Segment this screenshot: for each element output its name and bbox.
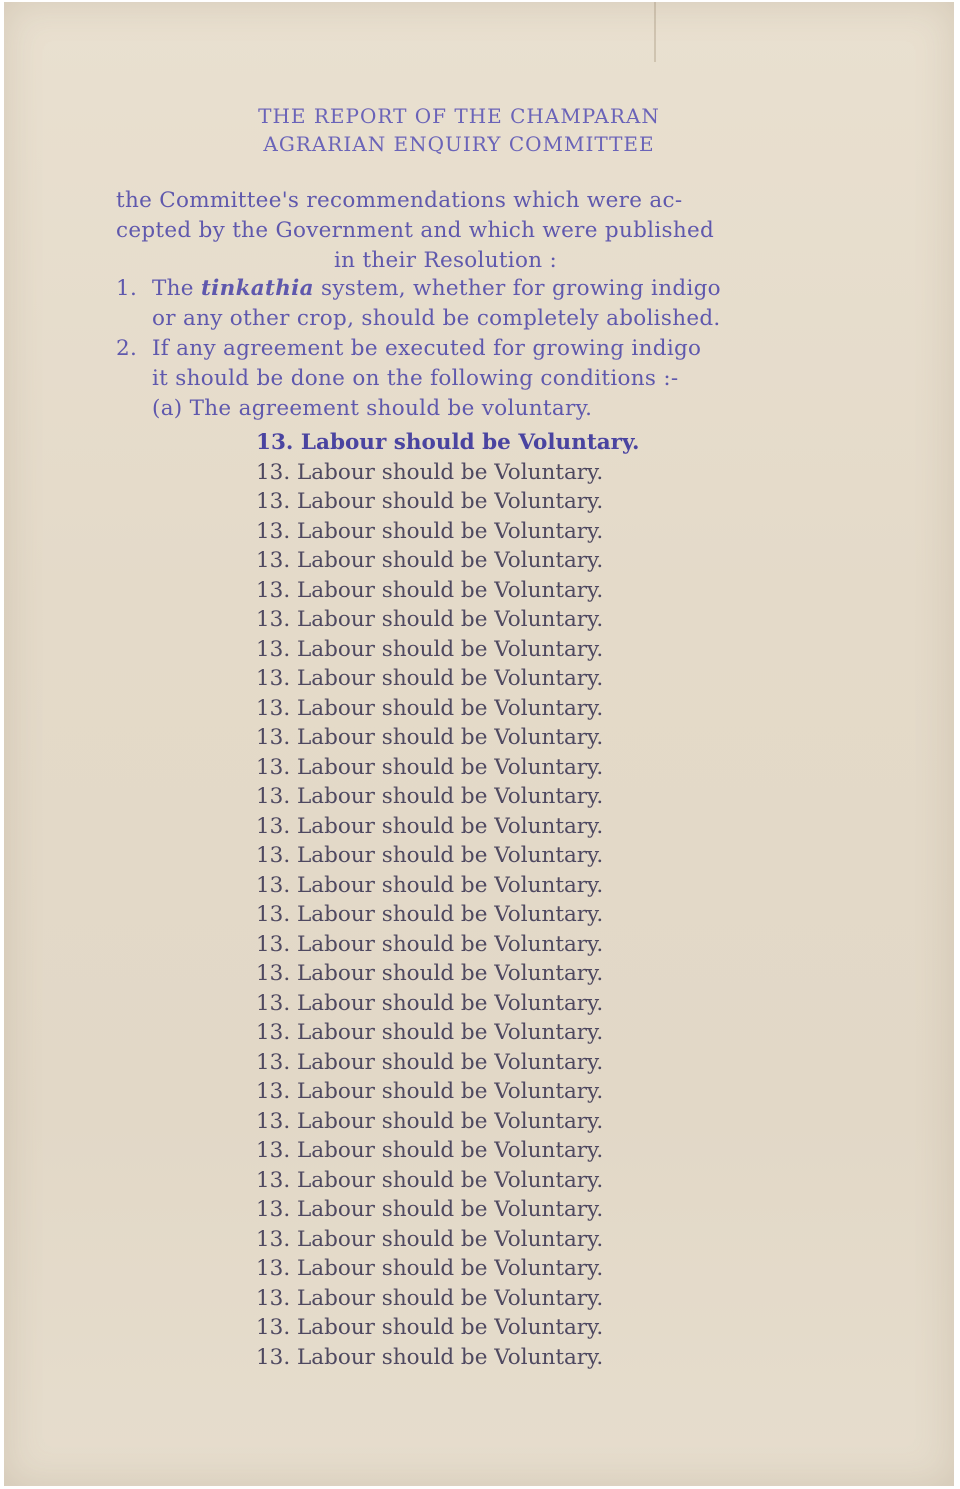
- labour-line: 13. Labour should be Voluntary.: [256, 961, 604, 986]
- labour-line: 13. Labour should be Voluntary.: [256, 1108, 604, 1134]
- item-1-number: 1.: [116, 276, 138, 301]
- labour-line: 13. Labour should be Voluntary.: [256, 1285, 604, 1311]
- report-title-line-2: AGRARIAN ENQUIRY COMMITTEE: [263, 132, 655, 156]
- item-2-condition-a: (a) The agreement should be voluntary.: [152, 396, 593, 421]
- labour-line: 13. Labour should be Voluntary.: [256, 1315, 604, 1340]
- labour-line: 13. Labour should be Voluntary.: [256, 872, 604, 898]
- labour-line: 13. Labour should be Voluntary.: [256, 902, 604, 927]
- item-2-line-1: If any agreement be executed for growing indigo: [152, 336, 702, 361]
- labour-line: 13. Labour should be Voluntary.: [256, 1079, 604, 1104]
- labour-line: 13. Labour should be Voluntary.: [256, 430, 640, 455]
- labour-line: 13. Labour should be Voluntary.: [256, 1138, 604, 1163]
- item-2-number: 2.: [116, 336, 138, 361]
- labour-line: 13. Labour should be Voluntary.: [256, 784, 604, 809]
- labour-line: 13. Labour should be Voluntary.: [256, 754, 604, 780]
- labour-line: 13. Labour should be Voluntary.: [256, 548, 604, 573]
- labour-line: 13. Labour should be Voluntary.: [256, 990, 604, 1016]
- labour-line: 13. Labour should be Voluntary.: [256, 459, 604, 485]
- labour-line: 13. Labour should be Voluntary.: [256, 813, 604, 839]
- document-page: [4, 2, 954, 1486]
- intro-line-3: in their Resolution :: [334, 248, 558, 273]
- labour-line: 13. Labour should be Voluntary.: [256, 518, 604, 544]
- intro-line-2: cepted by the Government and which were published: [116, 218, 715, 243]
- item-2-line-2: it should be done on the following conditions :-: [152, 366, 679, 391]
- labour-line: 13. Labour should be Voluntary.: [256, 1256, 604, 1281]
- labour-line: 13. Labour should be Voluntary.: [256, 636, 604, 662]
- tinkathia-term: tinkathia: [200, 276, 314, 301]
- item-1-text-post: system, whether for growing indigo: [313, 276, 721, 301]
- labour-line: 13. Labour should be Voluntary.: [256, 577, 604, 603]
- labour-line: 13. Labour should be Voluntary.: [256, 695, 604, 721]
- labour-line: 13. Labour should be Voluntary.: [256, 1197, 604, 1222]
- report-title-line-1: THE REPORT OF THE CHAMPARAN: [258, 104, 660, 128]
- labour-line: 13. Labour should be Voluntary.: [256, 931, 604, 957]
- labour-lines-list: [256, 428, 640, 1372]
- labour-line: 13. Labour should be Voluntary.: [256, 843, 604, 868]
- paper-crease: [654, 2, 656, 62]
- labour-line: 13. Labour should be Voluntary.: [256, 607, 604, 632]
- labour-line: 13. Labour should be Voluntary.: [256, 666, 604, 691]
- item-1-line-1: [152, 276, 721, 301]
- item-1-text-pre: The: [152, 276, 201, 301]
- labour-line: 13. Labour should be Voluntary.: [256, 1020, 604, 1045]
- labour-line: 13. Labour should be Voluntary.: [256, 1226, 604, 1252]
- labour-line: 13. Labour should be Voluntary.: [256, 1344, 604, 1370]
- item-1-line-2: or any other crop, should be completely abolished.: [152, 306, 721, 331]
- labour-line: 13. Labour should be Voluntary.: [256, 489, 604, 514]
- labour-line: 13. Labour should be Voluntary.: [256, 1049, 604, 1075]
- labour-line: 13. Labour should be Voluntary.: [256, 1167, 604, 1193]
- intro-line-1: the Committee's recommendations which were ac-: [116, 188, 683, 213]
- labour-line: 13. Labour should be Voluntary.: [256, 725, 604, 750]
